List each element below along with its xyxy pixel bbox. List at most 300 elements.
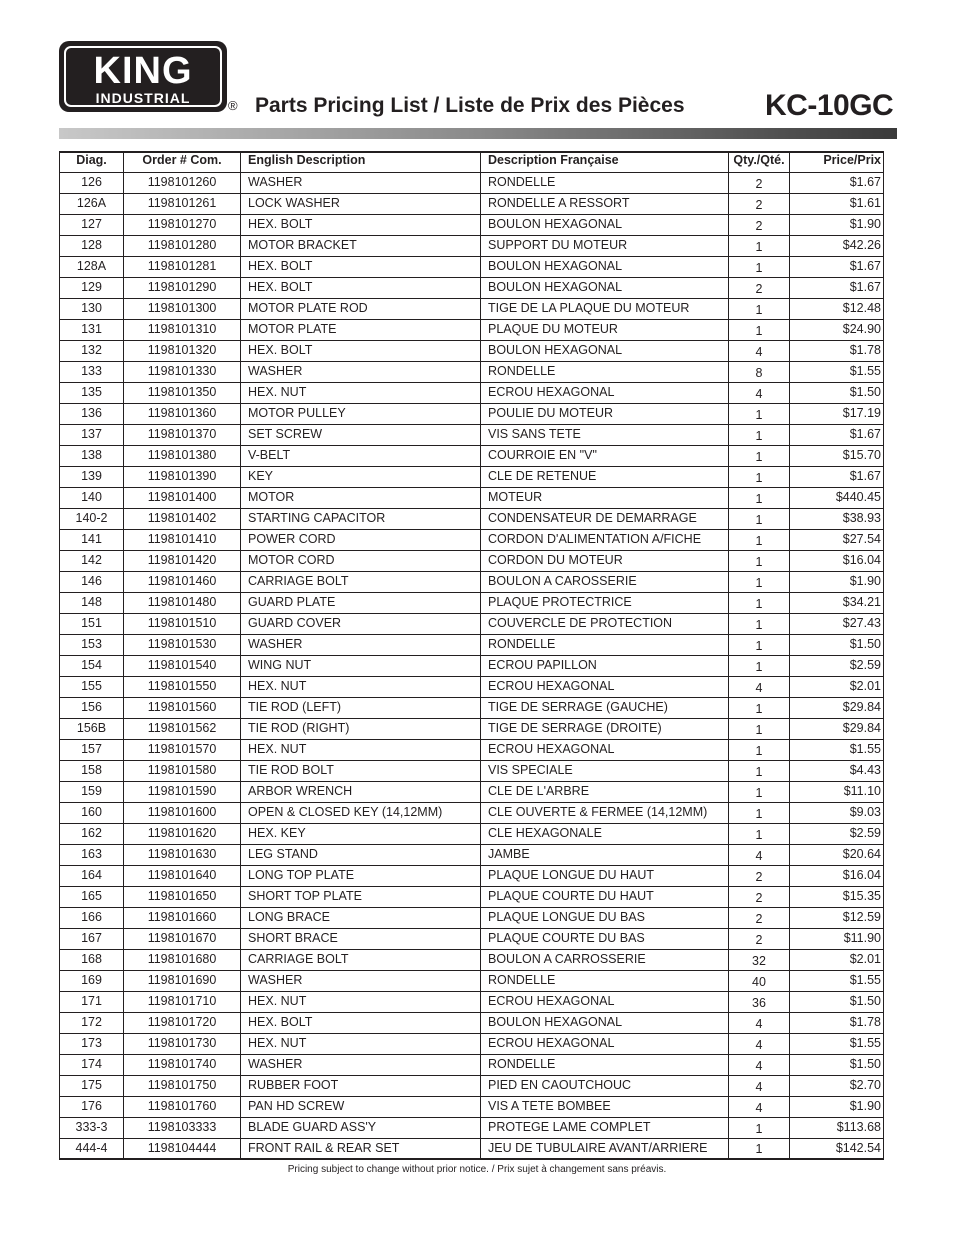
diag-cell: 126A (60, 193, 124, 214)
french-description-cell: RONDELLE (481, 361, 729, 382)
english-description-cell: ARBOR WRENCH (241, 781, 481, 802)
table-row (60, 865, 884, 886)
english-description-cell: OPEN & CLOSED KEY (14,12MM) (241, 802, 481, 823)
qty-cell: 1 (729, 592, 790, 613)
table-row (60, 718, 884, 739)
table-row (60, 823, 884, 844)
column-header-qty: Qty./Qté. (729, 152, 790, 172)
table-row (60, 214, 884, 235)
order-number-cell: 1198101330 (124, 361, 241, 382)
table-row (60, 634, 884, 655)
english-description-cell: HEX. BOLT (241, 1012, 481, 1033)
price-cell: $12.59 (790, 907, 884, 928)
english-description-cell: CARRIAGE BOLT (241, 571, 481, 592)
qty-cell: 2 (729, 172, 790, 193)
qty-cell: 1 (729, 1117, 790, 1138)
english-description-cell: HEX. BOLT (241, 277, 481, 298)
french-description-cell: CONDENSATEUR DE DEMARRAGE (481, 508, 729, 529)
diag-cell: 140 (60, 487, 124, 508)
order-number-cell: 1198101730 (124, 1033, 241, 1054)
qty-cell: 2 (729, 277, 790, 298)
english-description-cell: RUBBER FOOT (241, 1075, 481, 1096)
diag-cell: 133 (60, 361, 124, 382)
qty-cell: 4 (729, 1096, 790, 1117)
french-description-cell: PLAQUE COURTE DU HAUT (481, 886, 729, 907)
french-description-cell: CORDON D'ALIMENTATION A/FICHE (481, 529, 729, 550)
order-number-cell: 1198101550 (124, 676, 241, 697)
table-header-row (60, 152, 884, 172)
diag-cell: 129 (60, 277, 124, 298)
french-description-cell: PLAQUE COURTE DU BAS (481, 928, 729, 949)
english-description-cell: HEX. NUT (241, 739, 481, 760)
table-row (60, 319, 884, 340)
french-description-cell: BOULON HEXAGONAL (481, 340, 729, 361)
price-cell: $16.04 (790, 550, 884, 571)
order-number-cell: 1198101260 (124, 172, 241, 193)
qty-cell: 1 (729, 718, 790, 739)
english-description-cell: MOTOR PLATE (241, 319, 481, 340)
diag-cell: 138 (60, 445, 124, 466)
price-cell: $29.84 (790, 718, 884, 739)
table-row (60, 592, 884, 613)
qty-cell: 2 (729, 928, 790, 949)
order-number-cell: 1198101620 (124, 823, 241, 844)
qty-cell: 1 (729, 319, 790, 340)
table-row (60, 529, 884, 550)
diag-cell: 158 (60, 760, 124, 781)
price-cell: $142.54 (790, 1138, 884, 1159)
table-row (60, 1033, 884, 1054)
french-description-cell: TIGE DE SERRAGE (DROITE) (481, 718, 729, 739)
diag-cell: 140-2 (60, 508, 124, 529)
price-cell: $11.90 (790, 928, 884, 949)
french-description-cell: PROTEGE LAME COMPLET (481, 1117, 729, 1138)
price-cell: $1.67 (790, 277, 884, 298)
diag-cell: 157 (60, 739, 124, 760)
french-description-cell: VIS SANS TETE (481, 424, 729, 445)
table-row (60, 949, 884, 970)
english-description-cell: V-BELT (241, 445, 481, 466)
french-description-cell: BOULON HEXAGONAL (481, 256, 729, 277)
diag-cell: 156B (60, 718, 124, 739)
diag-cell: 130 (60, 298, 124, 319)
order-number-cell: 1198101560 (124, 697, 241, 718)
french-description-cell: CORDON DU MOTEUR (481, 550, 729, 571)
order-number-cell: 1198101650 (124, 886, 241, 907)
qty-cell: 8 (729, 361, 790, 382)
qty-cell: 36 (729, 991, 790, 1012)
price-cell: $38.93 (790, 508, 884, 529)
diag-cell: 153 (60, 634, 124, 655)
price-cell: $1.50 (790, 382, 884, 403)
english-description-cell: FRONT RAIL & REAR SET (241, 1138, 481, 1159)
qty-cell: 2 (729, 886, 790, 907)
english-description-cell: WASHER (241, 970, 481, 991)
table-row (60, 193, 884, 214)
french-description-cell: BOULON A CAROSSERIE (481, 571, 729, 592)
table-row (60, 1012, 884, 1033)
order-number-cell: 1198101600 (124, 802, 241, 823)
parts-table (59, 151, 884, 1160)
price-cell: $2.59 (790, 655, 884, 676)
english-description-cell: HEX. BOLT (241, 256, 481, 277)
qty-cell: 2 (729, 214, 790, 235)
qty-cell: 1 (729, 466, 790, 487)
price-cell: $1.90 (790, 1096, 884, 1117)
header-rule (59, 128, 897, 139)
english-description-cell: STARTING CAPACITOR (241, 508, 481, 529)
english-description-cell: MOTOR CORD (241, 550, 481, 571)
french-description-cell: CLE DE RETENUE (481, 466, 729, 487)
english-description-cell: SHORT TOP PLATE (241, 886, 481, 907)
qty-cell: 4 (729, 1075, 790, 1096)
table-row (60, 487, 884, 508)
order-number-cell: 1198101480 (124, 592, 241, 613)
diag-cell: 128A (60, 256, 124, 277)
order-number-cell: 1198101570 (124, 739, 241, 760)
diag-cell: 163 (60, 844, 124, 865)
english-description-cell: MOTOR PLATE ROD (241, 298, 481, 319)
diag-cell: 126 (60, 172, 124, 193)
table-row (60, 970, 884, 991)
table-row (60, 1054, 884, 1075)
diag-cell: 174 (60, 1054, 124, 1075)
english-description-cell: HEX. NUT (241, 676, 481, 697)
table-row (60, 1096, 884, 1117)
qty-cell: 4 (729, 382, 790, 403)
table-row (60, 613, 884, 634)
qty-cell: 2 (729, 193, 790, 214)
price-cell: $29.84 (790, 697, 884, 718)
order-number-cell: 1198101460 (124, 571, 241, 592)
french-description-cell: BOULON A CARROSSERIE (481, 949, 729, 970)
order-number-cell: 1198101540 (124, 655, 241, 676)
table-row (60, 1138, 884, 1159)
table-row (60, 676, 884, 697)
english-description-cell: WASHER (241, 361, 481, 382)
qty-cell: 1 (729, 235, 790, 256)
qty-cell: 1 (729, 760, 790, 781)
price-cell: $1.55 (790, 739, 884, 760)
qty-cell: 4 (729, 1033, 790, 1054)
french-description-cell: CLE OUVERTE & FERMEE (14,12MM) (481, 802, 729, 823)
french-description-cell: PLAQUE DU MOTEUR (481, 319, 729, 340)
pricing-disclaimer: Pricing subject to change without prior notice. / Prix sujet à changement sans préavis. (287, 1164, 667, 1175)
table-row (60, 781, 884, 802)
english-description-cell: CARRIAGE BOLT (241, 949, 481, 970)
french-description-cell: PLAQUE LONGUE DU BAS (481, 907, 729, 928)
qty-cell: 4 (729, 340, 790, 361)
french-description-cell: ECROU HEXAGONAL (481, 1033, 729, 1054)
english-description-cell: WASHER (241, 172, 481, 193)
qty-cell: 2 (729, 907, 790, 928)
french-description-cell: TIGE DE LA PLAQUE DU MOTEUR (481, 298, 729, 319)
qty-cell: 4 (729, 844, 790, 865)
table-row (60, 277, 884, 298)
order-number-cell: 1198101530 (124, 634, 241, 655)
order-number-cell: 1198101680 (124, 949, 241, 970)
diag-cell: 131 (60, 319, 124, 340)
table-row (60, 886, 884, 907)
order-number-cell: 1198101390 (124, 466, 241, 487)
french-description-cell: ECROU HEXAGONAL (481, 676, 729, 697)
price-cell: $2.70 (790, 1075, 884, 1096)
qty-cell: 1 (729, 571, 790, 592)
order-number-cell: 1198101320 (124, 340, 241, 361)
qty-cell: 1 (729, 634, 790, 655)
qty-cell: 1 (729, 529, 790, 550)
price-cell: $1.55 (790, 361, 884, 382)
english-description-cell: GUARD COVER (241, 613, 481, 634)
french-description-cell: PIED EN CAOUTCHOUC (481, 1075, 729, 1096)
french-description-cell: ECROU HEXAGONAL (481, 739, 729, 760)
order-number-cell: 1198101750 (124, 1075, 241, 1096)
table-row (60, 466, 884, 487)
order-number-cell: 1198101740 (124, 1054, 241, 1075)
english-description-cell: TIE ROD (LEFT) (241, 697, 481, 718)
qty-cell: 1 (729, 445, 790, 466)
price-cell: $1.90 (790, 571, 884, 592)
french-description-cell: RONDELLE (481, 172, 729, 193)
qty-cell: 1 (729, 550, 790, 571)
english-description-cell: TIE ROD (RIGHT) (241, 718, 481, 739)
english-description-cell: PAN HD SCREW (241, 1096, 481, 1117)
order-number-cell: 1198104444 (124, 1138, 241, 1159)
qty-cell: 2 (729, 865, 790, 886)
table-row (60, 550, 884, 571)
table-row (60, 382, 884, 403)
table-row (60, 361, 884, 382)
table-row (60, 298, 884, 319)
diag-cell: 166 (60, 907, 124, 928)
price-cell: $1.90 (790, 214, 884, 235)
diag-cell: 159 (60, 781, 124, 802)
french-description-cell: PLAQUE LONGUE DU HAUT (481, 865, 729, 886)
king-industrial-logo (59, 41, 227, 112)
price-cell: $2.01 (790, 676, 884, 697)
column-header-diag: Diag. (60, 152, 124, 172)
french-description-cell: JEU DE TUBULAIRE AVANT/ARRIERE (481, 1138, 729, 1159)
french-description-cell: CLE DE L'ARBRE (481, 781, 729, 802)
french-description-cell: ECROU PAPILLON (481, 655, 729, 676)
diag-cell: 162 (60, 823, 124, 844)
qty-cell: 1 (729, 403, 790, 424)
diag-cell: 132 (60, 340, 124, 361)
order-number-cell: 1198101380 (124, 445, 241, 466)
price-cell: $9.03 (790, 802, 884, 823)
french-description-cell: JAMBE (481, 844, 729, 865)
diag-cell: 135 (60, 382, 124, 403)
french-description-cell: RONDELLE (481, 970, 729, 991)
english-description-cell: LONG TOP PLATE (241, 865, 481, 886)
french-description-cell: ECROU HEXAGONAL (481, 382, 729, 403)
english-description-cell: WASHER (241, 634, 481, 655)
order-number-cell: 1198101710 (124, 991, 241, 1012)
french-description-cell: BOULON HEXAGONAL (481, 214, 729, 235)
french-description-cell: COUVERCLE DE PROTECTION (481, 613, 729, 634)
diag-cell: 173 (60, 1033, 124, 1054)
qty-cell: 1 (729, 298, 790, 319)
table-row (60, 907, 884, 928)
price-cell: $24.90 (790, 319, 884, 340)
table-row (60, 445, 884, 466)
french-description-cell: RONDELLE A RESSORT (481, 193, 729, 214)
price-cell: $34.21 (790, 592, 884, 613)
qty-cell: 1 (729, 256, 790, 277)
price-cell: $15.70 (790, 445, 884, 466)
diag-cell: 333-3 (60, 1117, 124, 1138)
order-number-cell: 1198101690 (124, 970, 241, 991)
price-cell: $1.55 (790, 970, 884, 991)
order-number-cell: 1198103333 (124, 1117, 241, 1138)
order-number-cell: 1198101670 (124, 928, 241, 949)
price-cell: $1.67 (790, 172, 884, 193)
english-description-cell: WASHER (241, 1054, 481, 1075)
english-description-cell: LONG BRACE (241, 907, 481, 928)
qty-cell: 1 (729, 781, 790, 802)
diag-cell: 176 (60, 1096, 124, 1117)
diag-cell: 167 (60, 928, 124, 949)
table-row (60, 340, 884, 361)
price-cell: $1.67 (790, 256, 884, 277)
order-number-cell: 1198101402 (124, 508, 241, 529)
english-description-cell: HEX. BOLT (241, 340, 481, 361)
diag-cell: 168 (60, 949, 124, 970)
french-description-cell: MOTEUR (481, 487, 729, 508)
english-description-cell: TIE ROD BOLT (241, 760, 481, 781)
price-cell: $20.64 (790, 844, 884, 865)
french-description-cell: POULIE DU MOTEUR (481, 403, 729, 424)
french-description-cell: BOULON HEXAGONAL (481, 277, 729, 298)
french-description-cell: BOULON HEXAGONAL (481, 1012, 729, 1033)
english-description-cell: HEX. BOLT (241, 214, 481, 235)
parts-table-body (60, 172, 884, 1159)
table-row (60, 235, 884, 256)
qty-cell: 4 (729, 1012, 790, 1033)
order-number-cell: 1198101400 (124, 487, 241, 508)
diag-cell: 151 (60, 613, 124, 634)
qty-cell: 1 (729, 823, 790, 844)
table-row (60, 991, 884, 1012)
price-cell: $2.59 (790, 823, 884, 844)
diag-cell: 154 (60, 655, 124, 676)
french-description-cell: ECROU HEXAGONAL (481, 991, 729, 1012)
price-cell: $1.61 (790, 193, 884, 214)
order-number-cell: 1198101261 (124, 193, 241, 214)
table-row (60, 1117, 884, 1138)
order-number-cell: 1198101410 (124, 529, 241, 550)
order-number-cell: 1198101370 (124, 424, 241, 445)
french-description-cell: PLAQUE PROTECTRICE (481, 592, 729, 613)
diag-cell: 169 (60, 970, 124, 991)
price-cell: $1.78 (790, 1012, 884, 1033)
diag-cell: 127 (60, 214, 124, 235)
english-description-cell: MOTOR PULLEY (241, 403, 481, 424)
qty-cell: 1 (729, 802, 790, 823)
column-header-french: Description Française (481, 152, 729, 172)
qty-cell: 1 (729, 487, 790, 508)
diag-cell: 137 (60, 424, 124, 445)
diag-cell: 128 (60, 235, 124, 256)
order-number-cell: 1198101590 (124, 781, 241, 802)
price-cell: $113.68 (790, 1117, 884, 1138)
model-number: KC-10GC (765, 89, 894, 122)
english-description-cell: HEX. NUT (241, 1033, 481, 1054)
logo-subwordmark: INDUSTRIAL (95, 90, 191, 106)
french-description-cell: COURROIE EN "V" (481, 445, 729, 466)
price-cell: $1.50 (790, 991, 884, 1012)
price-cell: $1.78 (790, 340, 884, 361)
column-header-price: Price/Prix (790, 152, 884, 172)
table-row (60, 655, 884, 676)
english-description-cell: MOTOR (241, 487, 481, 508)
table-row (60, 844, 884, 865)
order-number-cell: 1198101350 (124, 382, 241, 403)
registered-mark: ® (228, 98, 238, 113)
order-number-cell: 1198101360 (124, 403, 241, 424)
logo-border (64, 46, 222, 107)
table-row (60, 928, 884, 949)
table-row (60, 571, 884, 592)
order-number-cell: 1198101270 (124, 214, 241, 235)
diag-cell: 141 (60, 529, 124, 550)
french-description-cell: VIS SPECIALE (481, 760, 729, 781)
english-description-cell: WING NUT (241, 655, 481, 676)
order-number-cell: 1198101310 (124, 319, 241, 340)
price-cell: $16.04 (790, 865, 884, 886)
english-description-cell: LEG STAND (241, 844, 481, 865)
diag-cell: 136 (60, 403, 124, 424)
french-description-cell: RONDELLE (481, 634, 729, 655)
order-number-cell: 1198101580 (124, 760, 241, 781)
english-description-cell: SET SCREW (241, 424, 481, 445)
diag-cell: 175 (60, 1075, 124, 1096)
price-cell: $1.67 (790, 466, 884, 487)
qty-cell: 1 (729, 508, 790, 529)
order-number-cell: 1198101290 (124, 277, 241, 298)
order-number-cell: 1198101300 (124, 298, 241, 319)
table-row (60, 172, 884, 193)
qty-cell: 1 (729, 697, 790, 718)
order-number-cell: 1198101660 (124, 907, 241, 928)
order-number-cell: 1198101562 (124, 718, 241, 739)
diag-cell: 164 (60, 865, 124, 886)
order-number-cell: 1198101720 (124, 1012, 241, 1033)
english-description-cell: HEX. NUT (241, 991, 481, 1012)
diag-cell: 142 (60, 550, 124, 571)
french-description-cell: TIGE DE SERRAGE (GAUCHE) (481, 697, 729, 718)
qty-cell: 40 (729, 970, 790, 991)
order-number-cell: 1198101280 (124, 235, 241, 256)
order-number-cell: 1198101760 (124, 1096, 241, 1117)
table-row (60, 508, 884, 529)
qty-cell: 1 (729, 1138, 790, 1159)
price-cell: $12.48 (790, 298, 884, 319)
table-row (60, 424, 884, 445)
order-number-cell: 1198101630 (124, 844, 241, 865)
diag-cell: 139 (60, 466, 124, 487)
french-description-cell: RONDELLE (481, 1054, 729, 1075)
french-description-cell: CLE HEXAGONALE (481, 823, 729, 844)
price-cell: $440.45 (790, 487, 884, 508)
price-cell: $1.67 (790, 424, 884, 445)
price-cell: $17.19 (790, 403, 884, 424)
price-cell: $4.43 (790, 760, 884, 781)
price-cell: $1.50 (790, 634, 884, 655)
english-description-cell: SHORT BRACE (241, 928, 481, 949)
qty-cell: 1 (729, 424, 790, 445)
english-description-cell: GUARD PLATE (241, 592, 481, 613)
